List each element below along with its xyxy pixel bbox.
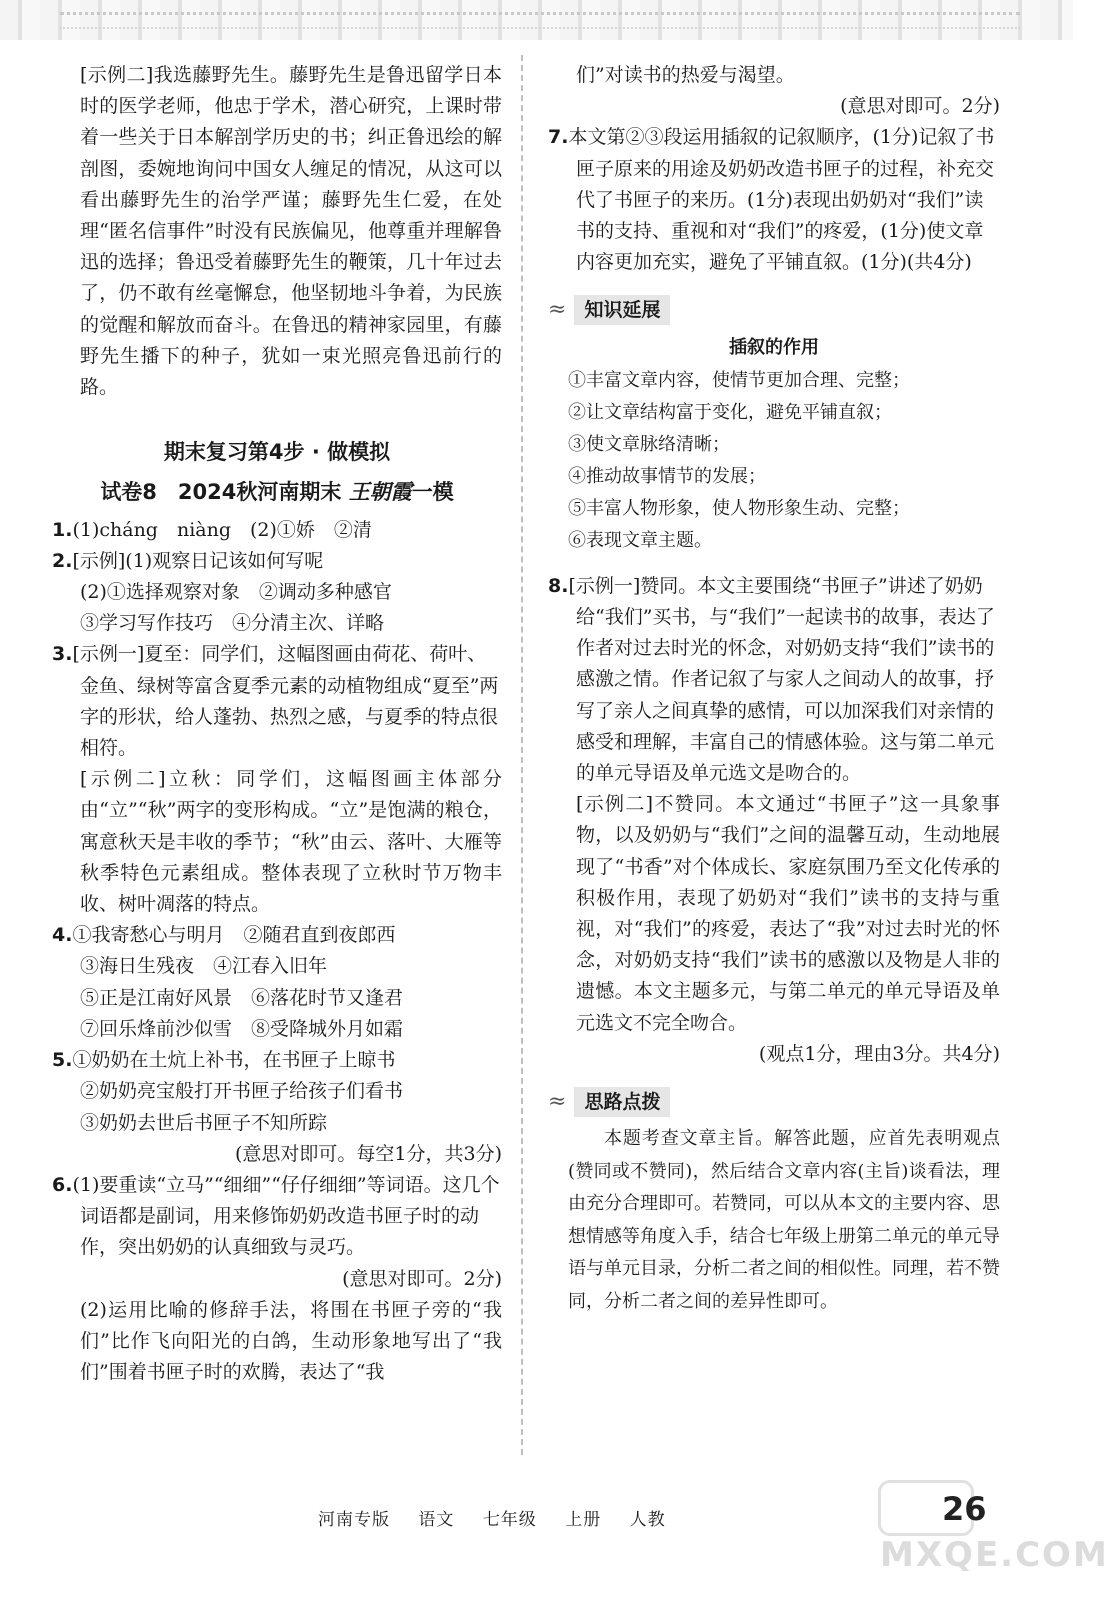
answer-number: 8.: [548, 574, 569, 597]
answer-line: ③海日生残夜 ④江春入旧年: [80, 955, 328, 978]
footer-publisher: 人教: [629, 1510, 666, 1530]
answer-paragraph: [示例二]不赞同。本文通过“书匣子”这一具象事物，以及奶奶与“我们”之间的温馨互动，生动地展现了“书香”对个体成长、家庭氛围乃至文化传承的积极作用，表现了奶奶对“我们”读书的支持与重视，对“我们”的疼爱，表达了“我”对过去时光的怀念，对奶奶支持“我们”读书的感激以及物是人非的遗憾。本文主题多元，与第二单元的单元导语及单元选文不完全吻合。: [576, 793, 1000, 1034]
list-item: ⑤丰富人物形象，使人物形象生动、完整；: [568, 497, 910, 519]
thinking-tips-label: 思路点拨: [574, 1087, 670, 1117]
answer-line: ①奶奶在土炕上补书，在书匣子上晾书: [72, 1049, 396, 1072]
answer-text: 本文第②③段运用插叙的记叙顺序，(1分)记叙了书匣子原来的用途及奶奶改造书匣子的过程，补充交代了书匣子的来历。(1分)表现出奶奶对“我们”读书的支持、重视和对“我们”的疼爱，(1分)使文章内容更加充实，避免了平铺直叙。(1分)(共4分): [568, 126, 995, 274]
thinking-tips-header: [548, 1086, 1000, 1117]
answer-paragraph: (2)运用比喻的修辞手法，将围在书匣子旁的“我们”比作飞向阳光的白鸽，生动形象地写出了“我们”围着书匣子时的欢腾，表达了“我: [80, 1298, 502, 1384]
score-note: (观点1分，理由3分。共4分): [758, 1042, 1000, 1065]
answer-number: 1.: [52, 518, 73, 541]
watermark-text: MXQE.COM: [880, 1535, 1109, 1575]
list-item: ①丰富文章内容，使情节更加合理、完整；: [568, 369, 910, 391]
answer-3: [52, 639, 502, 764]
score-note: (意思对即可。2分): [840, 95, 1000, 118]
answer-number: 5.: [52, 1049, 73, 1072]
answer-line: ③奶奶去世后书匣子不知所踪: [80, 1111, 328, 1134]
thinking-tips-text: 本题考查文章主旨。解答此题，应首先表明观点(赞同或不赞同)，然后结合文章内容(主旨)谈看法，理由充分合理即可。若赞同，可以从本文的主要内容、思想情感等角度入手，结合七年级上册第二单元的单元导语与单元目录，分析二者之间的相似性。同理，若不赞同，分析二者之间的差异性即可。: [568, 1128, 1000, 1312]
answer-1: [52, 515, 502, 546]
footer-volume: 上册: [565, 1510, 602, 1530]
paper-title: [52, 476, 502, 508]
answer-6: [52, 1170, 502, 1264]
knowledge-title: 插叙的作用: [729, 336, 819, 358]
answer-line: ⑤正是江南好风景 ⑥落花时节又逢君: [80, 986, 404, 1009]
answer-4: [52, 920, 502, 951]
answer-continuation: 们”对读书的热爱与渴望。: [576, 64, 795, 86]
left-column: [52, 60, 502, 1388]
example-two-paragraph: [示例二]我选藤野先生。藤野先生是鲁迅留学日本时的医学老师，他忠于学术，潜心研究，上课时带着一些关于日本解剖学历史的书；纠正鲁迅绘的解剖图，委婉地询问中国女人缠足的情况，从这可以看出藤野先生的治学严谨；藤野先生仁爱，在处理“匿名信事件”时没有民族偏见，他尊重并理解鲁迅的选择；鲁迅受着藤野先生的鞭策，几十年过去了，仍不敢有丝毫懈怠，他坚韧地斗争着，为民族的觉醒和解放而奋斗。在鲁迅的精神家园里，有藤野先生播下的种子，犹如一束光照亮鲁迅前行的路。: [80, 64, 502, 399]
wave-lines-icon: ≈: [548, 297, 565, 323]
answer-8: [548, 571, 1000, 789]
wave-lines-icon: ≈: [548, 1089, 565, 1115]
column-divider: [521, 55, 523, 1455]
answer-number: 7.: [548, 126, 569, 149]
answer-text: (1)cháng niàng (2)①娇 ②清: [72, 518, 372, 541]
score-note: (意思对即可。2分): [342, 1267, 502, 1290]
page-number: 26: [942, 1490, 987, 1528]
answer-number: 4.: [52, 924, 73, 947]
answer-line: ②奶奶亮宝般打开书匣子给孩子们看书: [80, 1080, 404, 1103]
knowledge-list: [548, 365, 1000, 557]
footer: [318, 1505, 688, 1530]
answer-text: [示例一]夏至：同学们，这幅图画由荷花、荷叶、金鱼、绿树等富含夏季元素的动植物组成“夏至”两字的形状，给人蓬勃、热烈之感，与夏季的特点很相符。: [72, 643, 499, 760]
score-note: (意思对即可。每空1分，共3分): [234, 1142, 502, 1165]
footer-subject: 语文: [418, 1510, 455, 1530]
answer-text: [示例一]赞同。本文主要围绕“书匣子”讲述了奶奶给“我们”买书，与“我们”一起读书的故事，表达了作者对过去时光的怀念，对奶奶支持“我们”读书的感激之情。作者记叙了与家人之间动人的故事，抒写了亲人之间真挚的感情，可以加深我们对亲情的感受和理解，丰富自己的情感体验。这与第二单元的单元导语及单元选文是吻合的。: [568, 574, 995, 785]
knowledge-extension-label: 知识延展: [574, 295, 670, 325]
list-item: ⑥表现文章主题。: [568, 529, 712, 551]
right-column: [548, 60, 1000, 1318]
answer-number: 6.: [52, 1173, 73, 1196]
answer-line: (2)①选择观察对象 ②调动多种感官: [80, 581, 392, 604]
answer-5: [52, 1045, 502, 1076]
answer-line: ③学习写作技巧 ④分清主次、详略: [80, 612, 385, 635]
answer-2: [52, 546, 502, 577]
answer-7: [548, 122, 1000, 278]
footer-grade: 七年级: [482, 1510, 537, 1530]
section-title: 期末复习第4步 · 做模拟: [163, 440, 391, 465]
list-item: ③使文章脉络清晰；: [568, 433, 730, 455]
answer-line: ①我寄愁心与明月 ②随君直到夜郎西: [72, 924, 396, 947]
footer-edition: 河南专版: [318, 1510, 390, 1530]
top-decorative-band: [0, 0, 1073, 40]
knowledge-extension-header: [548, 294, 1000, 325]
list-item: ④推动故事情节的发展；: [568, 465, 766, 487]
brand-logo: 王朝霞: [348, 479, 412, 505]
paper-title-suffix: 一模: [411, 480, 454, 505]
answer-number: 3.: [52, 643, 73, 666]
answer-line: ⑦回乐烽前沙似雪 ⑧受降城外月如霜: [80, 1017, 404, 1040]
list-item: ②让文章结构富于变化，避免平铺直叙；: [568, 401, 892, 423]
answer-line: [示例](1)观察日记该如何写呢: [72, 549, 324, 572]
answer-number: 2.: [52, 549, 73, 572]
wave-border: [60, 12, 1020, 29]
answer-paragraph: [示例二]立秋：同学们，这幅图画主体部分由“立”“秋”两字的变形构成。“立”是饱满的粮仓，寓意秋天是丰收的季节；“秋”由云、落叶、大雁等秋季特色元素组成。整体表现了立秋时节万物丰收、树叶凋落的特点。: [80, 768, 502, 916]
paper-title-main: 试卷8 2024秋河南期末: [100, 480, 342, 505]
answer-text: (1)要重读“立马”“细细”“仔仔细细”等词语。这几个词语都是副词，用来修饰奶奶改造书匣子时的动作，突出奶奶的认真细致与灵巧。: [72, 1173, 500, 1259]
